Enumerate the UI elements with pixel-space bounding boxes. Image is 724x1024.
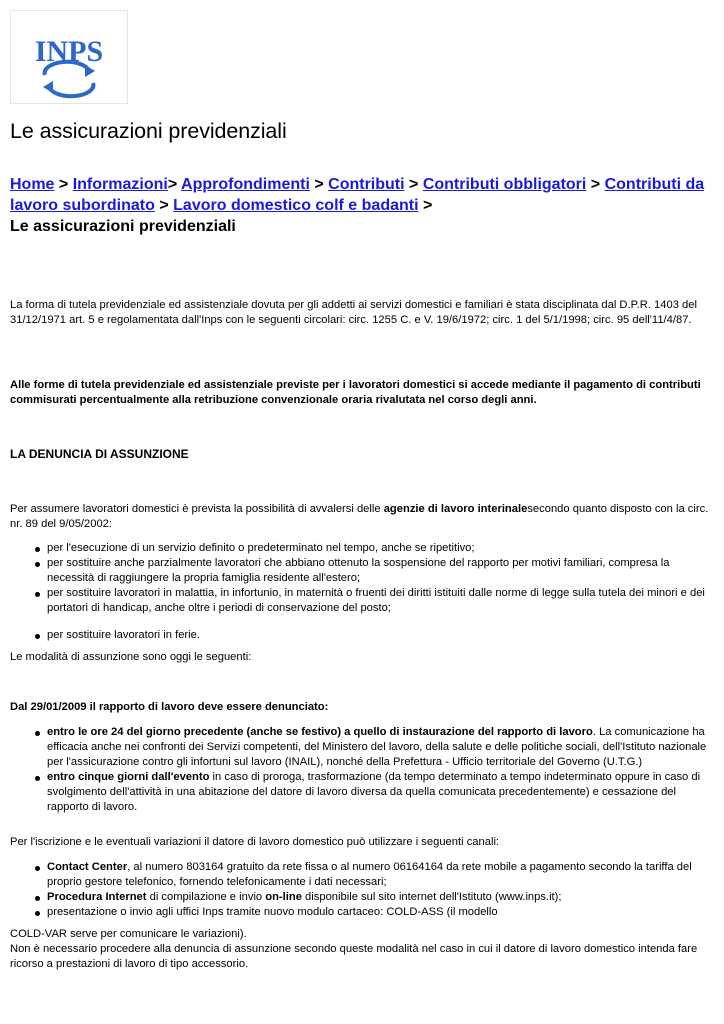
breadcrumb-separator: > [409, 176, 419, 193]
breadcrumb-current: Le assicurazioni previdenziali [10, 218, 236, 235]
list-item-bold: entro cinque giorni dall'evento [47, 771, 210, 783]
list-item [10, 770, 715, 815]
agency-text-after: secondo quanto disposto con la circ. nr. 89 del 9/05/2002: [10, 503, 709, 530]
list-item: per sostituire anche parzialmente lavoratori che abbiano ottenuto la sospensione del rapporto per motivi familiari, compresa la necessità di raggiungere la propria famiglia residente all'estero; [10, 556, 715, 586]
list-item: per sostituire lavoratori in malattia, in infortunio, in maternità o fruenti dei diritti istituiti dalle norme di legge sulla tutela dei minori e dei portatori di handicap, anche oltre i periodi di conservazione del posto; [10, 586, 715, 616]
list-item-bold: on-line [265, 891, 302, 903]
list-item: per sostituire lavoratori in ferie. [10, 628, 715, 643]
breadcrumb-separator: > [422, 197, 433, 214]
page-title: Le assicurazioni previdenziali [10, 119, 287, 143]
modalita-text: Le modalità di assunzione sono oggi le seguenti: [10, 651, 252, 663]
breadcrumb-separator: > [58, 176, 69, 193]
breadcrumb-separator: > [167, 176, 178, 193]
closing-line-1: COLD-VAR serve per comunicare le variazioni). [10, 928, 247, 940]
breadcrumb-lavoro-domestico[interactable]: Lavoro domestico colf e badanti [173, 197, 419, 214]
breadcrumb-separator: > [314, 176, 324, 193]
breadcrumb-separator: > [159, 197, 169, 214]
logo-text: INPS [34, 35, 104, 68]
breadcrumb-informazioni[interactable]: Informazioni [72, 176, 168, 193]
breadcrumb-home[interactable]: Home [10, 176, 55, 193]
list-item-bold: Contact Center [47, 861, 128, 873]
closing-line-2: Non è necessario procedere alla denuncia di assunzione secondo queste modalità nel caso in cui il datore di lavoro domestico intenda fare ricorso a prestazioni di lavoro di tipo accessorio. [10, 943, 698, 970]
denuncia-list [10, 725, 715, 815]
breadcrumb-approfondimenti[interactable]: Approfondimenti [181, 176, 310, 193]
list-item-bold: entro le ore 24 del giorno precedente (anche se festivo) a quello di instaurazione del rapporto di lavoro [47, 726, 593, 738]
list-item [10, 860, 715, 890]
list-item [10, 890, 715, 905]
breadcrumb-contributi[interactable]: Contributi [328, 176, 405, 193]
canali-intro: Per l'iscrizione e le eventuali variazioni il datore di lavoro domestico può utilizzare i seguenti canali: [10, 836, 500, 848]
list-item-text: . La comunicazione ha efficacia anche nei confronti dei Servizi competenti, del Ministero del lavoro, della salute e delle politiche sociali, dell'Istituto nazionale per l'assicurazione contro gli infortuni sul lavoro (INAIL), nonché della Prefettura - Ufficio territoriale del Governo (U.T.G.) [47, 726, 707, 768]
agency-text-bold: agenzie di lavoro interinale [383, 503, 528, 515]
inps-logo [10, 10, 128, 104]
list-item-text: in caso di proroga, trasformazione (da tempo determinato a tempo indeterminato oppure in caso di svolgimento dell'attività in una abitazione del datore di lavoro diversa da quella comunicata precedentemente) e cessazione del rapporto di lavoro. [47, 771, 701, 813]
breadcrumb-contributi-obbligatori[interactable]: Contributi obbligatori [422, 176, 587, 193]
list-item-text: di compilazione e invio [146, 891, 266, 903]
list-item-bold: Procedura Internet [47, 891, 147, 903]
agency-paragraph [10, 502, 715, 532]
list-item: per l'esecuzione di un servizio definito o predeterminato nel tempo, anche se ripetitivo; [10, 541, 715, 556]
agency-text-before: Per assumere lavoratori domestici è prevista la possibilità di avvalersi delle [10, 503, 384, 515]
breadcrumb-separator: > [590, 176, 601, 193]
date-heading: Dal 29/01/2009 il rapporto di lavoro deve essere denunciato: [10, 701, 329, 713]
agency-list [10, 541, 715, 643]
closing-paragraph [10, 927, 715, 972]
list-item-text: , al numero 803164 gratuito da rete fissa o al numero 06164164 da rete mobile a pagamento secondo la tariffa del proprio gestore telefonico, fornendo telefonicamente i dati necessari; [47, 861, 692, 888]
section-heading: LA DENUNCIA DI ASSUNZIONE [10, 447, 189, 461]
bold-intro-paragraph: Alle forme di tutela previdenziale ed assistenziale previste per i lavoratori domestici si accede mediante il pagamento di contributi commisurati percentualmente alla retribuzione convenzionale oraria rivalutata nel corso degli anni. [10, 379, 701, 406]
list-item [10, 725, 715, 770]
list-item: presentazione o invio agli uffici Inps tramite nuovo modulo cartaceo: COLD-ASS (il modello [10, 905, 715, 920]
canali-list [10, 860, 715, 920]
list-item-text: disponibile sul sito internet dell'Istituto (www.inps.it); [301, 891, 562, 903]
breadcrumb-contributi-lavoro-subordinato[interactable]: Contributi da lavoro subordinato [10, 176, 705, 214]
breadcrumb [10, 174, 722, 237]
intro-paragraph: La forma di tutela previdenziale ed assistenziale dovuta per gli addetti ai servizi domestici e familiari è stata disciplinata dal D.P.R. 1403 del 31/12/1971 art. 5 e regolamentata dall'Inps con le seguenti circolari: circ. 1255 C. e V. 19/6/1972; circ. 1 del 5/1/1998; circ. 95 dell'11/4/87. [10, 299, 697, 326]
